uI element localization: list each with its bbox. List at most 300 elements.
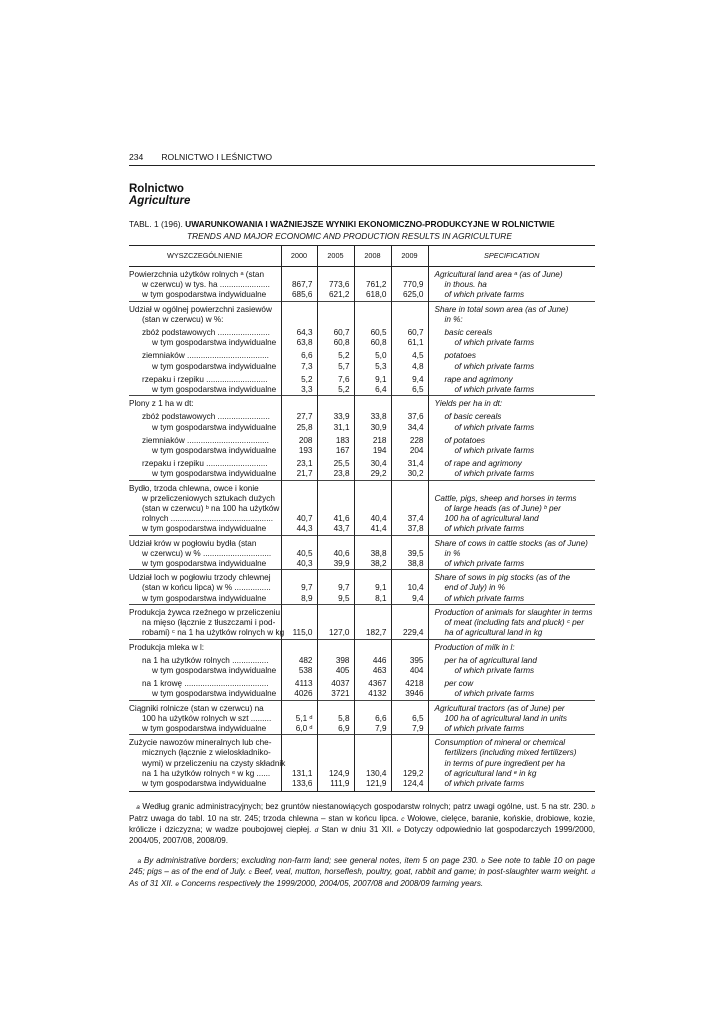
row-label-pl-line: w tym gospodarstwa indywidualne <box>142 778 267 788</box>
row-label-pl-line: (stan w czerwcu) ᵇ na 100 ha użytków <box>142 504 280 514</box>
value-cell <box>391 348 428 371</box>
row-label-en-line: Yields per ha in dt: <box>434 399 503 409</box>
row-label-pl-line: Udział loch w pogłowiu trzody chlewnej <box>129 573 271 583</box>
value-cell <box>317 433 354 456</box>
value: 21,7 <box>296 469 313 479</box>
value: 6,9 <box>338 723 350 733</box>
value: 60,8 <box>370 338 387 348</box>
row-label-pl <box>129 570 281 605</box>
row-label-pl <box>129 535 281 570</box>
value-cell <box>391 396 428 410</box>
value: 5,2 <box>338 385 350 395</box>
value <box>282 305 313 315</box>
value: 23,1 <box>296 459 313 469</box>
value <box>318 484 350 494</box>
value: 4218 <box>405 679 424 689</box>
value <box>355 643 387 653</box>
value: 40,4 <box>370 514 387 524</box>
row-label-pl-line: Plony z 1 ha w dt: <box>129 399 194 409</box>
row-label-en-line: Consumption of mineral or chemical <box>434 738 566 748</box>
row-label-pl-line: Ciągniki rolnicze (stan w czerwcu) na <box>129 703 264 713</box>
row-label-en-line: per cow <box>444 679 474 689</box>
value-cell <box>354 639 391 653</box>
value-cell <box>281 535 317 570</box>
footnote-pl-b: Patrz uwaga do tabl. 10 na str. 245; trzoda chlewna – stan w końcu lipca. <box>129 813 399 823</box>
value <box>392 608 424 618</box>
row-label-pl-line: w tym gospodarstwa indywidualne <box>142 559 267 569</box>
value: 183 <box>335 435 350 445</box>
value: 130,4 <box>366 768 387 778</box>
row-label-en-line: of meat (including fats and pluck) ᶜ per <box>444 618 584 628</box>
value: 395 <box>409 655 424 665</box>
value: 5,2 <box>338 351 350 361</box>
value: 111,9 <box>330 778 350 788</box>
value-cell <box>391 301 428 325</box>
row-label-pl-line: Powierzchnia użytków rolnych ᵃ (stan <box>129 270 265 279</box>
value <box>355 270 387 280</box>
value-cell <box>317 604 354 639</box>
row-label-en <box>428 570 595 605</box>
value: 37,6 <box>407 412 424 422</box>
footnote-pl-c: Wołowe, cielęce, baranie, końskie, drobiowe, kozie, królicze i dziczyzna; w wadze poubojowej ciepłej. <box>129 813 596 834</box>
value: 228 <box>409 435 424 445</box>
value-cell <box>317 570 354 605</box>
value: 37,8 <box>407 524 424 534</box>
row-label-en-line: of potatoes <box>444 435 486 445</box>
table-row <box>129 535 595 570</box>
row-label-en-line: per ha of agricultural land <box>444 655 537 665</box>
value: 5,0 <box>375 351 387 361</box>
value: 41,6 <box>333 514 350 524</box>
row-label-en <box>428 639 595 653</box>
value-cell <box>317 653 354 676</box>
table-row <box>129 570 595 605</box>
value: 4367 <box>368 679 387 689</box>
row-label-en <box>428 372 595 396</box>
value: 124,9 <box>329 768 350 778</box>
value <box>318 305 350 315</box>
row-label-en-line: Agricultural tractors (as of June) per <box>434 703 565 713</box>
footnote-label: d <box>591 869 596 877</box>
table-row <box>129 301 595 325</box>
value-cell <box>281 653 317 676</box>
row-label-pl-line: robami) ᶜ na 1 ha użytków rolnych w kg <box>142 628 285 638</box>
value: 770,9 <box>403 280 424 290</box>
value-cell <box>281 372 317 396</box>
value <box>355 484 387 494</box>
value: 182,7 <box>366 628 387 638</box>
row-label-pl <box>129 700 281 735</box>
row-label-en-line: of which private farms <box>454 422 535 432</box>
row-label-en-line: potatoes <box>444 351 476 361</box>
row-label-pl-line: w czerwcu) w tys. ha ...................... <box>142 280 270 290</box>
value-cell <box>317 639 354 653</box>
value: 30,2 <box>407 469 424 479</box>
value: 23,8 <box>333 469 350 479</box>
value <box>318 573 350 583</box>
table-row <box>129 639 595 653</box>
value: 115,0 <box>292 628 313 638</box>
value-cell <box>354 480 391 535</box>
chapter-title: ROLNICTWO I LEŚNICTWO <box>161 152 273 162</box>
table-row <box>129 396 595 410</box>
value: 43,7 <box>333 524 350 534</box>
value-cell <box>281 348 317 371</box>
row-label-en-line: of which private farms <box>454 665 535 675</box>
value: 60,7 <box>407 328 424 338</box>
header-year: 2000 <box>281 246 317 267</box>
value: 761,2 <box>366 280 387 290</box>
row-label-pl-line: w tym gospodarstwa indywidualne <box>152 361 277 371</box>
value-cell <box>281 409 317 432</box>
row-label-pl <box>129 639 281 653</box>
value <box>392 643 424 653</box>
value: 40,3 <box>296 559 313 569</box>
value <box>392 759 424 769</box>
value <box>282 399 313 409</box>
row-label-en <box>428 604 595 639</box>
table-row <box>129 325 595 348</box>
value <box>282 704 313 714</box>
value: 398 <box>335 655 350 665</box>
row-label-pl-line: rzepaku i rzepiku ........................... <box>142 459 268 469</box>
value-cell <box>317 700 354 735</box>
row-label-en <box>428 325 595 348</box>
row-label-pl-line: w przeliczeniowych sztukach dużych <box>142 493 275 503</box>
value-cell <box>391 735 428 792</box>
value: 193 <box>298 446 313 456</box>
row-label-en-line: in % <box>444 548 461 558</box>
row-label-pl-line: w tym gospodarstwa indywidualne <box>152 469 277 479</box>
section-title-pl: Rolnictwo <box>129 183 184 195</box>
value: 30,4 <box>370 459 387 469</box>
table-number: TABL. 1 (196). <box>129 219 183 229</box>
value <box>355 748 387 758</box>
row-label-pl <box>129 604 285 639</box>
value <box>392 618 424 628</box>
value <box>282 315 313 325</box>
footnote-en-a: By administrative borders; excluding non-farm land; see general notes, item 5 on page 230. <box>143 855 479 865</box>
value: 4132 <box>368 689 387 699</box>
row-label-en-line: Share of sows in pig stocks (as of the <box>434 573 571 583</box>
row-label-en-line: Production of milk in l: <box>434 642 515 652</box>
value-cell <box>281 267 317 302</box>
value: 41,4 <box>370 524 387 534</box>
value-cell <box>354 700 391 735</box>
row-label-en-line: in %: <box>444 314 463 324</box>
value-cell <box>281 639 317 653</box>
value: 38,8 <box>370 548 387 558</box>
value-cell <box>317 480 354 535</box>
row-label-pl-line: ziemniaków .................................... <box>142 435 269 445</box>
value: 229,4 <box>403 628 424 638</box>
value: 39,9 <box>333 559 350 569</box>
value-cell <box>391 653 428 676</box>
value: 3721 <box>331 689 350 699</box>
data-table <box>129 245 595 792</box>
value <box>282 494 313 504</box>
running-head <box>129 150 595 166</box>
value: 37,4 <box>407 514 424 524</box>
value: 5,7 <box>338 361 350 371</box>
header-specification-pl: WYSZCZEGÓLNIENIE <box>129 246 281 267</box>
row-label-pl-line: ziemniaków .................................... <box>142 351 269 361</box>
value-cell <box>391 676 428 700</box>
table-row <box>129 456 595 480</box>
value: 7,6 <box>338 374 350 384</box>
value: 405 <box>335 665 350 675</box>
table-caption-pl <box>129 219 595 229</box>
row-label-pl-line: na 1 krowę ..................................... <box>142 679 269 689</box>
row-label-pl-line: w tym gospodarstwa indywidualne <box>142 723 267 733</box>
value-cell <box>281 570 317 605</box>
value: 3946 <box>405 689 424 699</box>
row-label-pl-line: Produkcja żywca rzeźnego w przeliczeniu <box>129 607 281 617</box>
value: 167 <box>335 446 350 456</box>
row-label-en-line: of which private farms <box>444 524 525 534</box>
value: 7,3 <box>301 361 313 371</box>
row-label-pl <box>129 267 281 302</box>
value <box>392 748 424 758</box>
row-label-pl-line: w tym gospodarstwa indywidualne <box>142 524 267 534</box>
value: 618,0 <box>366 290 387 300</box>
value: 34,4 <box>407 422 424 432</box>
row-label-pl <box>129 735 286 792</box>
row-label-en <box>428 700 595 735</box>
value-cell <box>354 653 391 676</box>
value-cell <box>317 409 354 432</box>
table-row <box>129 267 595 302</box>
value <box>392 315 424 325</box>
row-label-en-line: Share in total sown area (as of June) <box>434 304 569 314</box>
value-cell <box>354 348 391 371</box>
value: 31,1 <box>333 422 350 432</box>
row-label-en-line: of large heads (as of June) ᵇ per <box>444 504 561 514</box>
value: 121,9 <box>366 778 387 788</box>
value: 129,2 <box>403 768 424 778</box>
section-title-en: Agriculture <box>129 195 191 207</box>
value <box>355 573 387 583</box>
value <box>318 738 350 748</box>
page-number: 234 <box>129 152 144 162</box>
value: 60,8 <box>333 338 350 348</box>
value: 38,2 <box>370 559 387 569</box>
value <box>318 315 350 325</box>
value: 63,8 <box>296 338 313 348</box>
value <box>355 305 387 315</box>
row-label-pl-line: w tym gospodarstwa indywidualne <box>142 593 267 603</box>
row-label-en-line: fertilizers (including mixed fertilizers) <box>444 748 577 758</box>
row-label-en <box>428 301 595 325</box>
value: 621,2 <box>329 290 350 300</box>
value: 5,2 <box>301 374 313 384</box>
value <box>282 748 313 758</box>
value <box>318 618 350 628</box>
value-cell <box>281 433 317 456</box>
value-cell <box>317 676 354 700</box>
value <box>355 539 387 549</box>
value-cell <box>317 535 354 570</box>
document-page <box>129 150 595 890</box>
table-row <box>129 653 595 676</box>
footnote-en-e: Concerns respectively the 1999/2000, 2004/05, 2007/08 and 2008/09 farming years. <box>181 878 484 888</box>
value <box>282 608 313 618</box>
value: 8,9 <box>301 593 313 603</box>
row-label-pl-line: w tym gospodarstwa indywidualne <box>152 385 277 395</box>
value: 204 <box>409 446 424 456</box>
row-label-pl-line: w tym gospodarstwa indywidualne <box>142 290 267 300</box>
value-cell <box>281 676 317 700</box>
row-label-en-line: of which private farms <box>454 689 535 699</box>
value: 131,1 <box>292 768 313 778</box>
row-label-en-line: of which private farms <box>454 361 535 371</box>
value: 38,8 <box>407 559 424 569</box>
value: 8,1 <box>375 593 387 603</box>
value: 127,0 <box>329 628 350 638</box>
row-label-en-line: Agricultural land area ᵃ (as of June) <box>434 270 563 279</box>
row-label-en-line: of which private farms <box>454 338 535 348</box>
row-label-en-line: of agricultural land ᵉ in kg <box>444 768 537 778</box>
value: 6,5 <box>412 713 424 723</box>
value <box>318 748 350 758</box>
footnote-label: d <box>314 826 319 834</box>
value: 25,8 <box>296 422 313 432</box>
value: 30,9 <box>370 422 387 432</box>
row-label-pl <box>129 433 281 456</box>
row-label-en-line: rape and agrimony <box>444 374 513 384</box>
value: 538 <box>298 665 313 675</box>
value-cell <box>391 570 428 605</box>
value-cell <box>354 676 391 700</box>
header-specification-en: SPECIFICATION <box>428 246 595 267</box>
row-label-pl <box>129 456 281 480</box>
row-label-pl-line: zbóż podstawowych ....................... <box>142 328 270 338</box>
value: 44,3 <box>296 524 313 534</box>
row-label-en <box>428 267 595 302</box>
value: 3,3 <box>301 385 313 395</box>
row-label-en-line: in thous. ha <box>444 280 487 290</box>
value-cell <box>354 604 391 639</box>
footnote-pl-d: Stan w dniu 31 XII. <box>321 824 394 834</box>
value: 60,5 <box>370 328 387 338</box>
value: 625,0 <box>403 290 424 300</box>
row-label-en-line: of which private farms <box>454 469 535 479</box>
value-cell <box>391 700 428 735</box>
row-label-pl-line: 100 ha użytków rolnych w szt ......... <box>142 713 272 723</box>
row-label-en-line: 100 ha of agricultural land in units <box>444 713 567 723</box>
value: 4,8 <box>412 361 424 371</box>
row-label-en-line: Cattle, pigs, sheep and horses in terms <box>434 493 577 503</box>
value: 463 <box>372 665 387 675</box>
value-cell <box>281 735 317 792</box>
value: 27,7 <box>296 412 313 422</box>
value: 482 <box>298 655 313 665</box>
table-row <box>129 604 595 639</box>
row-label-pl-line: Produkcja mleka w l: <box>129 642 205 652</box>
value-cell <box>354 433 391 456</box>
value: 9,1 <box>375 374 387 384</box>
table-row <box>129 735 595 792</box>
value <box>282 573 313 583</box>
header-year: 2008 <box>354 246 391 267</box>
value: 9,4 <box>412 374 424 384</box>
value <box>392 305 424 315</box>
value: 60,7 <box>333 328 350 338</box>
value <box>355 504 387 514</box>
value: 685,6 <box>292 290 313 300</box>
value: 867,7 <box>292 280 313 290</box>
value-cell <box>391 535 428 570</box>
value <box>318 504 350 514</box>
row-label-en <box>428 396 595 410</box>
row-label-en <box>428 433 595 456</box>
row-label-pl-line: rolnych ............................................. <box>142 514 274 524</box>
row-label-en-line: of which private farms <box>444 593 525 603</box>
value <box>392 738 424 748</box>
value: 4,5 <box>412 351 424 361</box>
table-row <box>129 480 595 535</box>
value: 9,1 <box>375 583 387 593</box>
value: 9,7 <box>301 583 313 593</box>
row-label-en-line: 100 ha of agricultural land <box>444 514 539 524</box>
value-cell <box>354 396 391 410</box>
row-label-en-line: of which private farms <box>444 778 525 788</box>
value-cell <box>391 325 428 348</box>
value <box>355 759 387 769</box>
value: 4113 <box>294 679 313 689</box>
row-label-en-line: of which private farms <box>444 723 525 733</box>
footnote-label: b <box>481 857 485 865</box>
table-row <box>129 348 595 371</box>
footnote-label: b <box>591 804 596 812</box>
value: 10,4 <box>407 583 424 593</box>
value <box>282 539 313 549</box>
value <box>355 315 387 325</box>
row-label-pl-line: w tym gospodarstwa indywidualne <box>152 338 277 348</box>
header-year: 2009 <box>391 246 428 267</box>
row-label-pl-line: Udział w ogólnej powierzchni zasiewów <box>129 304 272 314</box>
row-label-pl-line: wymi) w przeliczeniu na czysty składnik <box>142 758 286 768</box>
value-cell <box>391 433 428 456</box>
row-label-en-line: of rape and agrimony <box>444 459 522 469</box>
row-label-pl-line: (stan w końcu lipca) w % ................ <box>142 583 271 593</box>
row-label-pl <box>129 348 281 371</box>
row-label-en-line: of which private farms <box>444 559 525 569</box>
value-cell <box>281 396 317 410</box>
row-label-pl-line: na mięso (łącznie z tłuszczami i pod- <box>142 618 276 628</box>
table-title-pl: UWARUNKOWANIA I WAŻNIEJSZE WYNIKI EKONOMICZNO-PRODUKCYJNE W ROLNICTWIE <box>185 219 555 229</box>
row-label-pl-line: w tym gospodarstwa indywidualne <box>152 446 277 456</box>
value-cell <box>317 267 354 302</box>
value-cell <box>391 456 428 480</box>
value <box>392 573 424 583</box>
value-cell <box>281 480 317 535</box>
value: 40,7 <box>296 514 313 524</box>
value-cell <box>354 301 391 325</box>
row-label-pl-line: w tym gospodarstwa indywidualne <box>152 665 277 675</box>
row-label-pl-line: Udział krów w pogłowiu bydła (stan <box>129 538 257 548</box>
value: 29,2 <box>370 469 387 479</box>
row-label-pl-line: na 1 ha użytków rolnych ᵉ w kg ...... <box>142 768 271 778</box>
value <box>318 704 350 714</box>
row-label-en <box>428 535 595 570</box>
row-label-en-line: basic cereals <box>444 328 493 338</box>
row-label-pl <box>129 480 281 535</box>
value-cell <box>317 396 354 410</box>
value: 39,5 <box>407 548 424 558</box>
value-cell <box>281 700 317 735</box>
table-row <box>129 676 595 700</box>
